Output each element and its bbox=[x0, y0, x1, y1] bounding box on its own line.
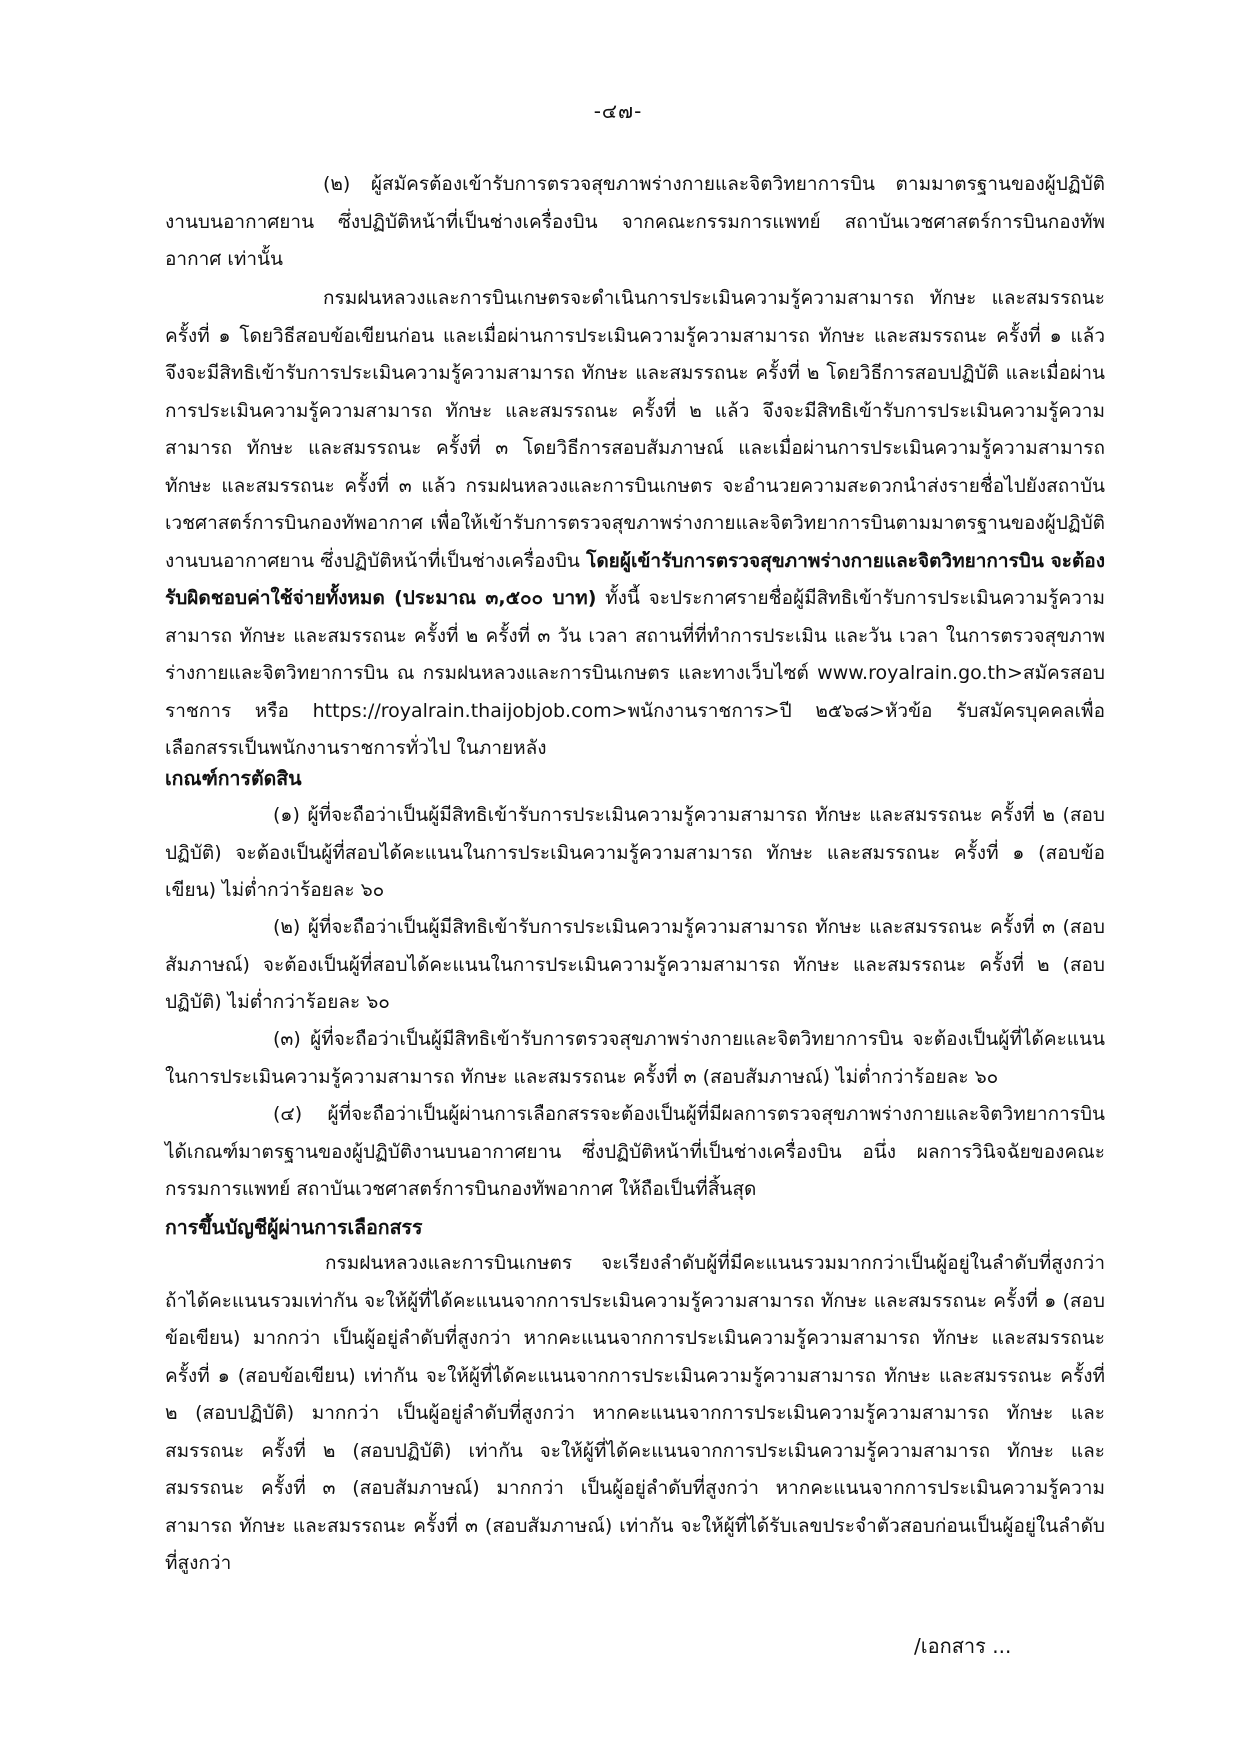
criteria-item-1: (๑) ผู้ที่จะถือว่าเป็นผู้มีสิทธิเข้ารับการประเมินความรู้ความสามารถ ทักษะ และสมรรถนะ ครั้งที่ ๒ (สอบปฏิบัติ) จะต้องเป็นผู้ที่สอบได้คะแนนในการประเมินความรู้ความสามารถ ทักษะ และสมรรถนะ ครั้งที่ ๑ (สอบข้อเขียน) ไม่ต่ำกว่าร้อยละ ๖๐ bbox=[165, 804, 1105, 901]
criteria-item-4: (๔) ผู้ที่จะถือว่าเป็นผู้ผ่านการเลือกสรรจะต้องเป็นผู้ที่มีผลการตรวจสุขภาพร่างกายและจิตวิทยาการบินได้เกณฑ์มาตรฐานของผู้ปฏิบัติงานบนอากาศยาน ซึ่งปฏิบัติหน้าที่เป็นช่างเครื่องบิน อนึ่ง ผลการวินิจฉัยของคณะกรรมการแพทย์ สถาบันเวชศาสตร์การบินกองทัพอากาศ ให้ถือเป็นที่สิ้นสุด bbox=[165, 1103, 1105, 1200]
assessment-procedure-paragraph bbox=[165, 280, 1105, 768]
assessment-procedure-text: กรมฝนหลวงและการบินเกษตรจะดำเนินการประเมินความรู้ความสามารถ ทักษะ และสมรรถนะ ครั้งที่ ๑ โดยวิธีสอบข้อเขียนก่อน และเมื่อผ่านการประเมินความรู้ความสามารถ ทักษะ และสมรรถนะ ครั้งที่ ๑ แล้ว จึงจะมีสิทธิเข้ารับการประเมินความรู้ความสามารถ ทักษะ และสมรรถนะ ครั้งที่ ๒ โดยวิธีการสอบปฏิบัติ และเมื่อผ่านการประเมินความรู้ความสามารถ ทักษะ และสมรรถนะ ครั้งที่ ๒ แล้ว จึงจะมีสิทธิเข้ารับการประเมินความรู้ความสามารถ ทักษะ และสมรรถนะ ครั้งที่ ๓ โดยวิธีการสอบสัมภาษณ์ และเมื่อผ่านการประเมินความรู้ความสามารถ ทักษะ และสมรรถนะ ครั้งที่ ๓ แล้ว กรมฝนหลวงและการบินเกษตร จะอำนวยความสะดวกนำส่งรายชื่อไปยังสถาบันเวชศาสตร์การบินกองทัพอากาศ เพื่อให้เข้ารับการตรวจสุขภาพร่างกายและจิตวิทยาการบินตามมาตรฐานของผู้ปฏิบัติงานบนอากาศยาน ซึ่งปฏิบัติหน้าที่เป็นช่างเครื่องบิน bbox=[165, 287, 1105, 572]
criteria-heading: เกณฑ์การตัดสิน bbox=[165, 767, 302, 790]
cost-notice: โดยผู้เข้ารับการตรวจสุขภาพร่างกายและจิตวิทยาการบิน จะต้องรับผิดชอบค่าใช้จ่ายทั้งหมด (ประมาณ ๓,๕๐๐ บาท) bbox=[165, 549, 1105, 609]
criteria-item-2: (๒) ผู้ที่จะถือว่าเป็นผู้มีสิทธิเข้ารับการประเมินความรู้ความสามารถ ทักษะ และสมรรถนะ ครั้งที่ ๓ (สอบสัมภาษณ์) จะต้องเป็นผู้ที่สอบได้คะแนนในการประเมินความรู้ความสามารถ ทักษะ และสมรรถนะ ครั้งที่ ๒ (สอบปฏิบัติ) ไม่ต่ำกว่าร้อยละ ๖๐ bbox=[165, 916, 1105, 1013]
criteria-item-3: (๓) ผู้ที่จะถือว่าเป็นผู้มีสิทธิเข้ารับการตรวจสุขภาพร่างกายและจิตวิทยาการบิน จะต้องเป็นผู้ที่ได้คะแนนในการประเมินความรู้ความสามารถ ทักษะ และสมรรถนะ ครั้งที่ ๓ (สอบสัมภาษณ์) ไม่ต่ำกว่าร้อยละ ๖๐ bbox=[165, 1028, 1105, 1088]
next-page-marker: /เอกสาร ... bbox=[914, 1634, 1012, 1658]
registration-heading: การขึ้นบัญชีผู้ผ่านการเลือกสรร bbox=[165, 1216, 423, 1239]
registration-paragraph: กรมฝนหลวงและการบินเกษตร จะเรียงลำดับผู้ที่มีคะแนนรวมมากกว่าเป็นผู้อยู่ในลำดับที่สูงกว่า ถ้าได้คะแนนรวมเท่ากัน จะให้ผู้ที่ได้คะแนนจากการประเมินความรู้ความสามารถ ทักษะ และสมรรถนะ ครั้งที่ ๑ (สอบข้อเขียน) มากกว่า เป็นผู้อยู่ลำดับที่สูงกว่า หากคะแนนจากการประเมินความรู้ความสามารถ ทักษะ และสมรรถนะ ครั้งที่ ๑ (สอบข้อเขียน) เท่ากัน จะให้ผู้ที่ได้คะแนนจากการประเมินความรู้ความสามารถ ทักษะ และสมรรถนะ ครั้งที่ ๒ (สอบปฏิบัติ) มากกว่า เป็นผู้อยู่ลำดับที่สูงกว่า หากคะแนนจากการประเมินความรู้ความสามารถ ทักษะ และสมรรถนะ ครั้งที่ ๒ (สอบปฏิบัติ) เท่ากัน จะให้ผู้ที่ได้คะแนนจากการประเมินความรู้ความสามารถ ทักษะ และสมรรถนะ ครั้งที่ ๓ (สอบสัมภาษณ์) มากกว่า เป็นผู้อยู่ลำดับที่สูงกว่า หากคะแนนจากการประเมินความรู้ความสามารถ ทักษะ และสมรรถนะ ครั้งที่ ๓ (สอบสัมภาษณ์) เท่ากัน จะให้ผู้ที่ได้รับเลขประจำตัวสอบก่อนเป็นผู้อยู่ในลำดับที่สูงกว่า bbox=[165, 1252, 1105, 1574]
health-check-requirement: (๒) ผู้สมัครต้องเข้ารับการตรวจสุขภาพร่างกายและจิตวิทยาการบิน ตามมาตรฐานของผู้ปฏิบัติงานบนอากาศยาน ซึ่งปฏิบัติหน้าที่เป็นช่างเครื่องบิน จากคณะกรรมการแพทย์ สถาบันเวชศาสตร์การบินกองทัพอากาศ เท่านั้น bbox=[165, 173, 1105, 270]
page-number: -๔๗- bbox=[593, 99, 643, 123]
announcement-text: ทั้งนี้ จะประกาศรายชื่อผู้มีสิทธิเข้ารับการประเมินความรู้ความสามารถ ทักษะ และสมรรถนะ ครั้งที่ ๒ ครั้งที่ ๓ วัน เวลา สถานที่ที่ทำการประเมิน และวัน เวลา ในการตรวจสุขภาพร่างกายและจิตวิทยาการบิน ณ กรมฝนหลวงและการบินเกษตร และทางเว็บไซต์ www.royalrain.go.th>สมัครสอบราชการ หรือ https://royalrain.thaijobjob.com>พนักงานราชการ>ปี ๒๕๖๘>หัวข้อ รับสมัครบุคคลเพื่อเลือกสรรเป็นพนักงานราชการทั่วไป ในภายหลัง bbox=[165, 587, 1105, 759]
